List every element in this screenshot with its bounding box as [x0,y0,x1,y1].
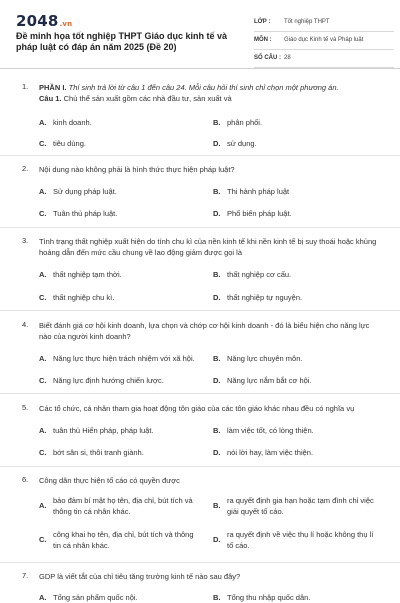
option-text: ra quyết định gia hạn hoặc tạm đình chỉ việc giải quyết tố cáo. [227,496,374,516]
option-letter: D. [213,376,221,385]
question-text: Nội dung nào không phải là hình thức thực hiện pháp luật? [39,165,235,174]
option-letter: C. [39,448,47,457]
header-divider [0,68,400,69]
option-text: làm việc tốt, có lòng thiện. [227,426,314,435]
option-letter: A. [39,118,47,127]
meta-value: Giáo dục Kinh tế và Pháp luật [284,37,364,43]
option-text: Tuân thủ pháp luật. [53,209,118,218]
meta-label: SỐ CÂU : [254,55,281,61]
option-text: Tổng thu nhập quốc dân. [227,593,311,602]
option-text: bớt sân si, thôi tranh giành. [53,448,144,457]
question-divider [0,155,400,156]
question-number: 4. [22,320,29,329]
option-letter: D. [213,293,221,302]
question-sub-label: Câu 1. [39,94,62,103]
option-letter: A. [39,501,47,510]
part-instruction-text: Thí sinh trả lời từ câu 1 đến câu 24. Mỗi câu hỏi thí sinh chỉ chọn một phương án. [68,83,339,92]
option-letter: D. [213,448,221,457]
question-text [39,93,379,104]
question-number: 5. [22,403,29,412]
option-text: công khai họ tên, địa chỉ, bút tích và thông tin cá nhân khác. [53,530,194,550]
question-divider [0,466,400,467]
option-letter: B. [213,501,221,510]
option-text: Phổ biến pháp luật. [227,209,292,218]
meta-row-subject [254,32,394,50]
question-divider [0,310,400,311]
question-number: 7. [22,571,29,580]
option-letter: C. [39,139,47,148]
question-number: 3. [22,236,29,245]
meta-label: LỚP : [254,19,271,25]
option-text: ra quyết định về việc thụ lí hoặc không thụ lí tố cáo. [227,530,374,550]
option-text: tiêu dùng. [53,139,86,148]
question-divider [0,562,400,563]
option-letter: D. [213,535,221,544]
logo-suffix: .vn [59,20,73,28]
option-letter: A. [39,354,47,363]
question-text: Các tổ chức, cá nhân tham gia hoạt động tôn giáo của các tôn giáo khác nhau đều có nghĩa vụ [39,404,355,413]
option-text: Năng lực nắm bắt cơ hội. [227,376,312,385]
option-text: Năng lực thực hiện trách nhiệm với xã hội. [53,354,195,363]
option-text: sử dụng. [227,139,257,148]
option-letter: C. [39,293,47,302]
option-letter: A. [39,270,47,279]
option-letter: B. [213,354,221,363]
option-letter: A. [39,593,47,602]
question-divider [0,393,400,394]
question-number: 2. [22,164,29,173]
option-letter: B. [213,270,221,279]
option-text: Năng lực định hướng chiến lược. [53,376,164,385]
meta-panel [254,14,394,68]
question-text: Biết đánh giá cơ hội kinh doanh, lựa chọn và chớp cơ hội kinh doanh - đó là biểu hiện cho năng lực nào của người kinh doanh? [39,321,370,341]
question-divider [0,227,400,228]
option-letter: B. [213,118,221,127]
question-text: Công dân thực hiện tố cáo có quyền được [39,476,180,485]
option-text: thất nghiệp chu kì. [53,293,115,302]
option-text: kinh doanh. [53,118,92,127]
document-header [0,0,400,64]
option-letter: A. [39,426,47,435]
question-stem: Chủ thể sản xuất gồm các nhà đầu tư, sản xuất và [63,94,232,103]
option-text: bảo đảm bí mật họ tên, địa chỉ, bút tích và thông tin cá nhân khác. [53,496,193,516]
site-logo[interactable] [16,12,72,30]
meta-value: Tốt nghiệp THPT [284,19,330,25]
option-text: tuân thủ Hiến pháp, pháp luật. [53,426,154,435]
meta-row-class [254,14,394,32]
meta-value: 28 [284,55,291,61]
question-text: Tình trạng thất nghiệp xuất hiện do tính chu kì của nền kinh tế khi nền kinh tế bị suy thoái hoặc khủng hoảng dẫn đến mức cầu chung về lao động giảm được gọi là [39,237,377,257]
option-letter: B. [213,593,221,602]
meta-row-count [254,50,394,68]
question-number: 6. [22,475,29,484]
option-letter: B. [213,426,221,435]
option-text: Thi hành pháp luật [227,187,290,196]
meta-label: MÔN : [254,37,272,43]
question-number: 1. [22,82,29,91]
part-label: PHẦN I. [39,83,67,92]
option-letter: D. [213,209,221,218]
option-letter: C. [39,535,47,544]
option-text: nói lời hay, làm việc thiện. [227,448,314,457]
option-text: phân phối. [227,118,263,127]
document-title: Đề minh họa tốt nghiệp THPT Giáo dục kinh tế và pháp luật có đáp án năm 2025 (Đề 20) [16,31,228,52]
option-letter: C. [39,376,47,385]
option-letter: D. [213,139,221,148]
option-text: Sử dụng pháp luật. [53,187,117,196]
option-letter: B. [213,187,221,196]
option-letter: C. [39,209,47,218]
option-text: Năng lực chuyên môn. [227,354,303,363]
part-instruction [39,82,379,93]
option-text: thất nghiệp tự nguyện. [227,293,303,302]
option-letter: A. [39,187,47,196]
option-text: Tổng sản phẩm quốc nội. [53,593,138,602]
option-text: thất nghiệp cơ cấu. [227,270,292,279]
question-text: GDP là viết tắt của chỉ tiêu tăng trưởng kinh tế nào sau đây? [39,572,241,581]
option-text: thất nghiệp tạm thời. [53,270,122,279]
logo-main: 2048 [16,12,59,30]
